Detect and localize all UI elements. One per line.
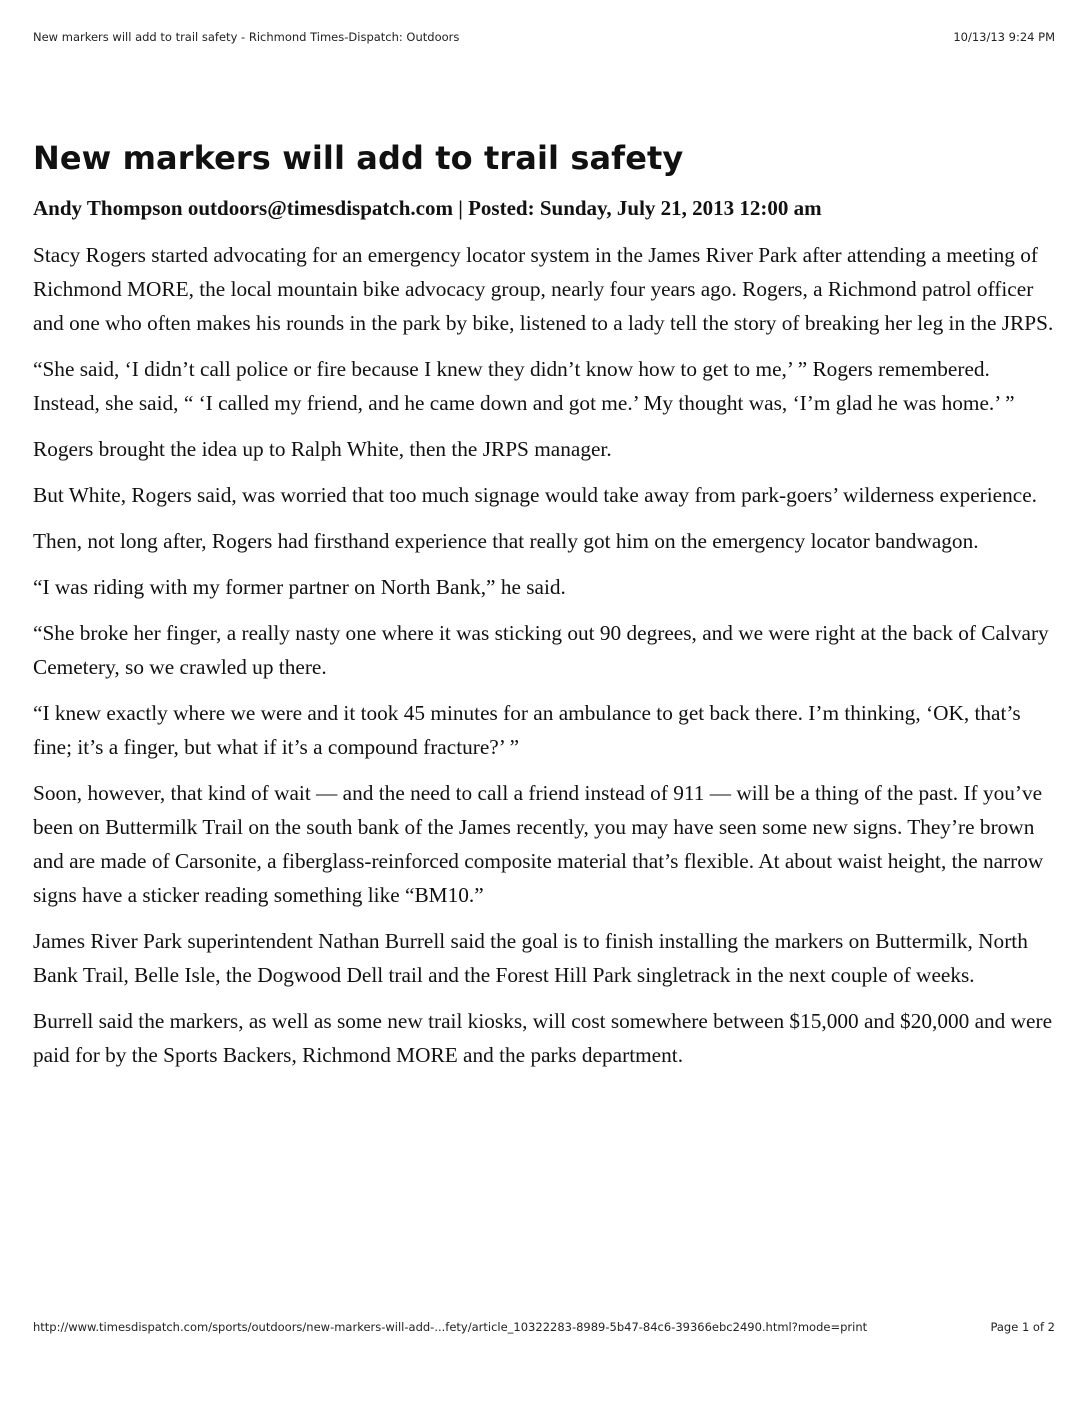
article-byline: Andy Thompson outdoors@timesdispatch.com | Posted: Sunday, July 21, 2013 12:00 am [33, 196, 822, 220]
article-paragraph: Rogers brought the idea up to Ralph White, then the JRPS manager. [33, 437, 612, 461]
article-paragraph: Stacy Rogers started advocating for an emergency locator system in the James River Park after attending a meeting of Richmond MORE, the local mountain bike advocacy group, nearly four years ago. Rogers, a Richmond patrol officer and one who often makes his rounds in the park by bike, listened to a lady tell the story of breaking her leg in the JRPS. [33, 243, 1054, 335]
print-url: http://www.timesdispatch.com/sports/outdoors/new-markers-will-add-...fety/article_10322283-8989-5b47-84c6-39366ebc2490.html?mode=print [33, 1320, 868, 1334]
article-paragraph: Burrell said the markers, as well as some new trail kiosks, will cost somewhere between $15,000 and $20,000 and were paid for by the Sports Backers, Richmond MORE and the parks department. [33, 1009, 1053, 1067]
print-page-title: New markers will add to trail safety - Richmond Times-Dispatch: Outdoors [33, 30, 460, 44]
article-paragraph: But White, Rogers said, was worried that too much signage would take away from park-goers’ wilderness experience. [33, 483, 1038, 507]
print-timestamp: 10/13/13 9:24 PM [953, 30, 1055, 44]
print-header [33, 30, 1055, 48]
article-paragraph: Then, not long after, Rogers had firsthand experience that really got him on the emergency locator bandwagon. [33, 529, 979, 553]
article-paragraph: James River Park superintendent Nathan Burrell said the goal is to finish installing the markers on Buttermilk, North Bank Trail, Belle Isle, the Dogwood Dell trail and the Forest Hill Park singletrack in the next couple of weeks. [33, 929, 1028, 987]
article-headline: New markers will add to trail safety [33, 139, 684, 177]
article-paragraph: “She said, ‘I didn’t call police or fire because I knew they didn’t know how to get to me,’ ” Rogers remembered. Instead, she said, “ ‘I called my friend, and he came down and got me.’ My thought was, ‘I’m glad he was home.’ ” [33, 357, 1015, 415]
article-paragraph: Soon, however, that kind of wait — and the need to call a friend instead of 911 — will be a thing of the past. If you’ve been on Buttermilk Trail on the south bank of the James recently, you may have seen some new signs. They’re brown and are made of Carsonite, a fiberglass-reinforced composite material that’s flexible. At about waist height, the narrow signs have a sticker reading something like “BM10.” [33, 781, 1044, 907]
article-paragraph: “I was riding with my former partner on North Bank,” he said. [33, 575, 566, 599]
print-page-number: Page 1 of 2 [990, 1320, 1055, 1334]
print-footer [33, 1320, 1055, 1338]
article-paragraph: “I knew exactly where we were and it took 45 minutes for an ambulance to get back there. I’m thinking, ‘OK, that’s fine; it’s a finger, but what if it’s a compound fracture?’ ” [33, 701, 1021, 759]
article-body [33, 238, 1055, 1084]
article-paragraph: “She broke her finger, a really nasty one where it was sticking out 90 degrees, and we were right at the back of Calvary Cemetery, so we crawled up there. [33, 621, 1049, 679]
